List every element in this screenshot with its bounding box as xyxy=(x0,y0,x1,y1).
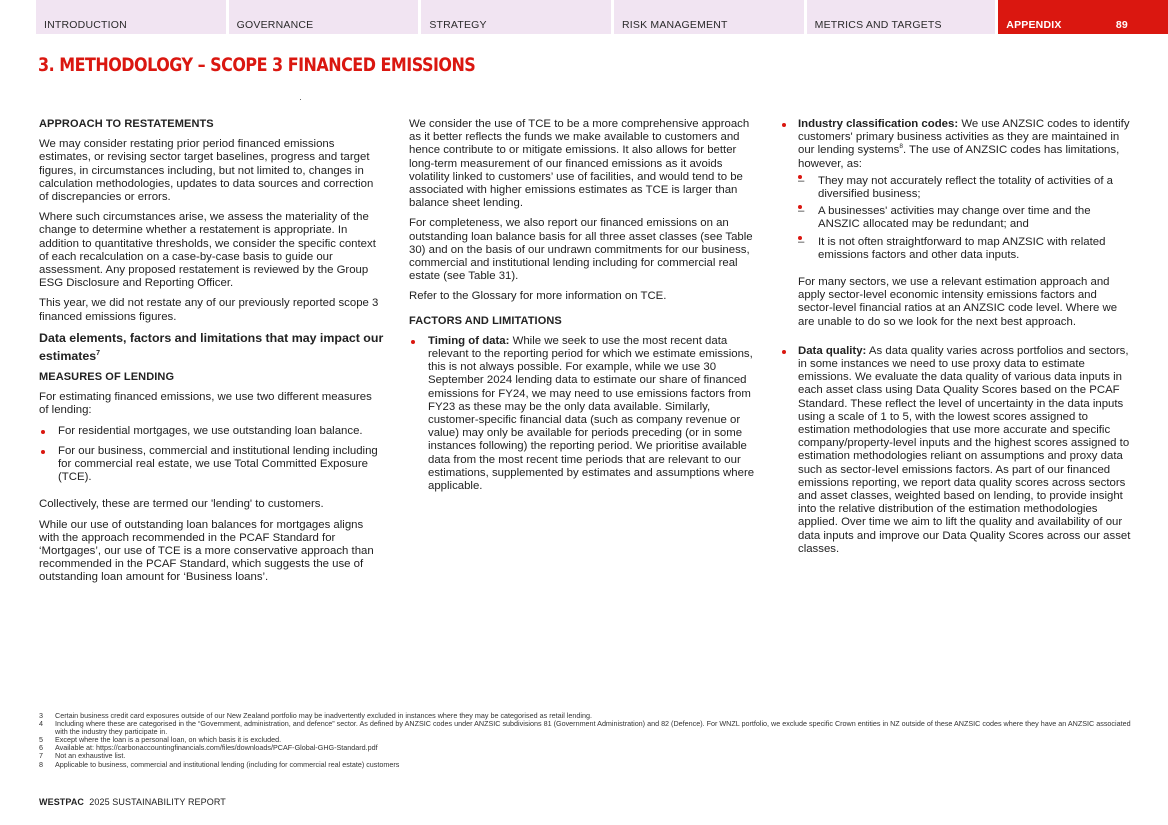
paragraph: For many sectors, we use a relevant estimation approach and apply sector-level economic intensity emissions factors and sector-level financial ratios at an ANZSIC code level. Where we are unable to do so we look for the next best approach. xyxy=(798,276,1118,328)
dash-list xyxy=(798,175,1132,262)
footnote-ref[interactable]: 8 xyxy=(899,143,903,151)
bullet-text: . The use of ANZSIC codes has limitations, however, as: xyxy=(798,144,1120,170)
footnote-text: Certain business credit card exposures outside of our New Zealand portfolio may be inadvertently excluded in instances where they may be categorised as retail lending. xyxy=(55,711,592,720)
bullet-label: Industry classification codes: xyxy=(798,118,959,130)
footnote-number: 5 xyxy=(39,735,43,745)
bullet-list xyxy=(39,425,384,485)
paragraph: Collectively, these are termed our 'lending' to customers. xyxy=(39,498,324,511)
footnote-text: Not an exhaustive list. xyxy=(55,751,126,761)
paragraph: We may consider restating prior period financed emissions estimates, or revising sector target baselines, progress and target figures, in circumstances including, but not limited to, changes in calculation methodologies, updates to data sources and correction of discrepancies or errors. xyxy=(39,138,374,204)
section-heading-factors: FACTORS AND LIMITATIONS xyxy=(409,314,562,327)
paragraph: Where such circumstances arise, we assess the materiality of the change to determine whether a restatement is appropriate. In addition to quantitative thresholds, we consider the specific context of each recalculation on a case-by-case basis to guide our assessment. Any proposed restatement is reviewed by the Group ESG Disclosure and Reporting Officer. xyxy=(39,211,376,290)
bullet-label: Timing of data: xyxy=(428,334,510,347)
column-right xyxy=(780,118,1132,570)
tab-label: APPENDIX xyxy=(1006,19,1062,31)
report-name: 2025 SUSTAINABILITY REPORT xyxy=(89,797,226,807)
footnote-text: Applicable to business, commercial and institutional lending (including for commercial real estate) customers xyxy=(55,759,400,769)
section-heading-measures: MEASURES OF LENDING xyxy=(39,370,175,383)
dash-item: – They may not accurately reflect the totality of activities of a diversified business; xyxy=(798,175,1132,201)
footnote-number: 6 xyxy=(39,743,43,753)
footnote xyxy=(39,761,1139,769)
footnote-number: 8 xyxy=(39,759,43,769)
footnote-ref[interactable]: 7 xyxy=(96,349,101,357)
dash-item: – It is not often straightforward to map ANZSIC with related emissions factors and other data inputs. xyxy=(798,236,1132,262)
tab-risk-management[interactable] xyxy=(614,0,804,34)
footnote-number: 3 xyxy=(39,711,43,720)
list-item: For our business, commercial and institutional lending including for commercial real estate, we use Total Committed Exposure (TCE). xyxy=(39,445,384,485)
heading-text: Data elements, factors and limitations that may impact our estimates xyxy=(39,330,384,363)
bullet-text: As data quality varies across portfolios and sectors, in some instances we need to use proxy data to estimate emissions. We evaluate the data quality of various data inputs in each asset class using Data Quality Scores based on the PCAF Standard. These reflect the level of uncertainty in the data inputs using a scale of 1 to 5, with the lowest scores assigned to estimation methodologies that use more accurate and specific company/property-level inputs and the highest scores assigned to estimation methodologies reliant on assumptions and proxy data such as sector-level emissions factors. As part of our financed emissions reporting, we report data quality scores across sectors and asset classes, weighted based on lending, to provide insight into the relative distribution of the estimation methodologies applied. Over time we aim to lift the quality and availability of our data inputs and improve our Data Quality Scores across our asset classes. xyxy=(798,344,1131,555)
bullet-text: We use ANZSIC codes to identify customers' primary business activities as they are maintained in our lending systems xyxy=(798,118,1130,157)
tab-label: STRATEGY xyxy=(429,19,487,31)
list-item-timing xyxy=(409,335,761,493)
tab-strategy[interactable] xyxy=(421,0,611,34)
paragraph: For completeness, we also report our financed emissions on an outstanding loan balance basis for all three asset classes (see Table 30) and on the basis of our undrawn commitments for our business, commercial and institutional lending including for commercial real estate (see Table 31). xyxy=(409,217,753,283)
footnote-text: Including where these are categorised in the “Government, administration, and defence” sector. As defined by ANZSIC codes under ANZSIC subdivisions 81 (Government Administration) and 82 (Defence). For WNZL portfolio, we exclude specific Crown entities in NZ outside of these ANZSIC codes where they have an ANZSIC associated with the industry they participate in. xyxy=(55,719,1131,737)
footnote-number: 7 xyxy=(39,751,43,761)
bullet-list xyxy=(780,118,1132,556)
tab-label: METRICS AND TARGETS xyxy=(814,19,942,31)
list-item-industry xyxy=(780,118,1132,329)
page-number: 89 xyxy=(1115,19,1128,31)
footnotes xyxy=(39,712,1139,769)
paragraph: This year, we did not restate any of our previously reported scope 3 financed emissions figures. xyxy=(39,297,379,323)
tab-introduction[interactable] xyxy=(36,0,226,34)
brand-name: WESTPAC xyxy=(39,797,85,807)
divider-dot xyxy=(300,99,301,100)
bullet-list xyxy=(409,335,761,493)
section-heading-data-elements xyxy=(39,331,384,364)
page-footer xyxy=(39,797,226,807)
footnote-link[interactable]: Available at: https://carbonaccountingfinancials.com/files/downloads/PCAF-Global-GHG-Standard.pdf xyxy=(55,743,378,753)
footnote xyxy=(39,720,1139,736)
tab-label: INTRODUCTION xyxy=(44,19,127,31)
tab-label: RISK MANAGEMENT xyxy=(621,19,728,31)
tab-metrics-and-targets[interactable] xyxy=(807,0,996,34)
top-navigation xyxy=(36,0,1168,34)
dash-item: – A businesses' activities may change over time and the ANSZIC allocated may be redundant; and xyxy=(798,205,1132,231)
paragraph: We consider the use of TCE to be a more comprehensive approach as it better reflects the funds we make available to customers and hence contribute to or mitigate emissions. It also allows for better long-term measurement of our financed emissions as it avoids volatility linked to customers’ use of facilities, and would tend to be associated with higher emissions estimates as TCE is larger than balance sheet lending. xyxy=(409,118,750,210)
paragraph: For estimating financed emissions, we use two different measures of lending: xyxy=(39,391,372,417)
footnote-number: 4 xyxy=(39,719,43,729)
list-item-quality xyxy=(780,345,1132,556)
footnote-text: Except where the loan is a personal loan, on which basis it is excluded. xyxy=(55,735,282,745)
bullet-label: Data quality: xyxy=(798,344,867,357)
tab-appendix[interactable] xyxy=(998,0,1168,34)
column-left xyxy=(39,118,384,592)
bullet-text: While we seek to use the most recent data relevant to the reporting period for which we estimate emissions, this is not always possible. For example, while we use 30 September 2024 lending data to estimate our share of financed emissions for FY24, we may need to use emissions factors from FY23 as these may be the only data available. Similarly, customer-specific financial data (such as company revenue or value) may only be available for periods preceding (or in some instances following) the reporting period. We prioritise available data from the most recent time periods that are relevant to our estimations, supplemented by estimates and assumptions where applicable. xyxy=(428,334,755,493)
paragraph: While our use of outstanding loan balances for mortgages aligns with the approach recommended in the PCAF Standard for ‘Mortgages’, our use of TCE is a more conservative approach than recommended in the PCAF Standard, which suggests the use of outstanding loan amount for ‘Business loans’. xyxy=(39,518,374,584)
page-title: 3. METHODOLOGY – SCOPE 3 FINANCED EMISSIONS xyxy=(38,54,476,76)
footnote xyxy=(39,744,1139,752)
tab-governance[interactable] xyxy=(229,0,419,34)
tab-label: GOVERNANCE xyxy=(236,19,314,31)
column-middle xyxy=(409,118,761,507)
list-item: For residential mortgages, we use outstanding loan balance. xyxy=(39,425,384,438)
paragraph: Refer to the Glossary for more information on TCE. xyxy=(409,290,667,303)
section-heading-restatements: APPROACH TO RESTATEMENTS xyxy=(39,118,214,130)
